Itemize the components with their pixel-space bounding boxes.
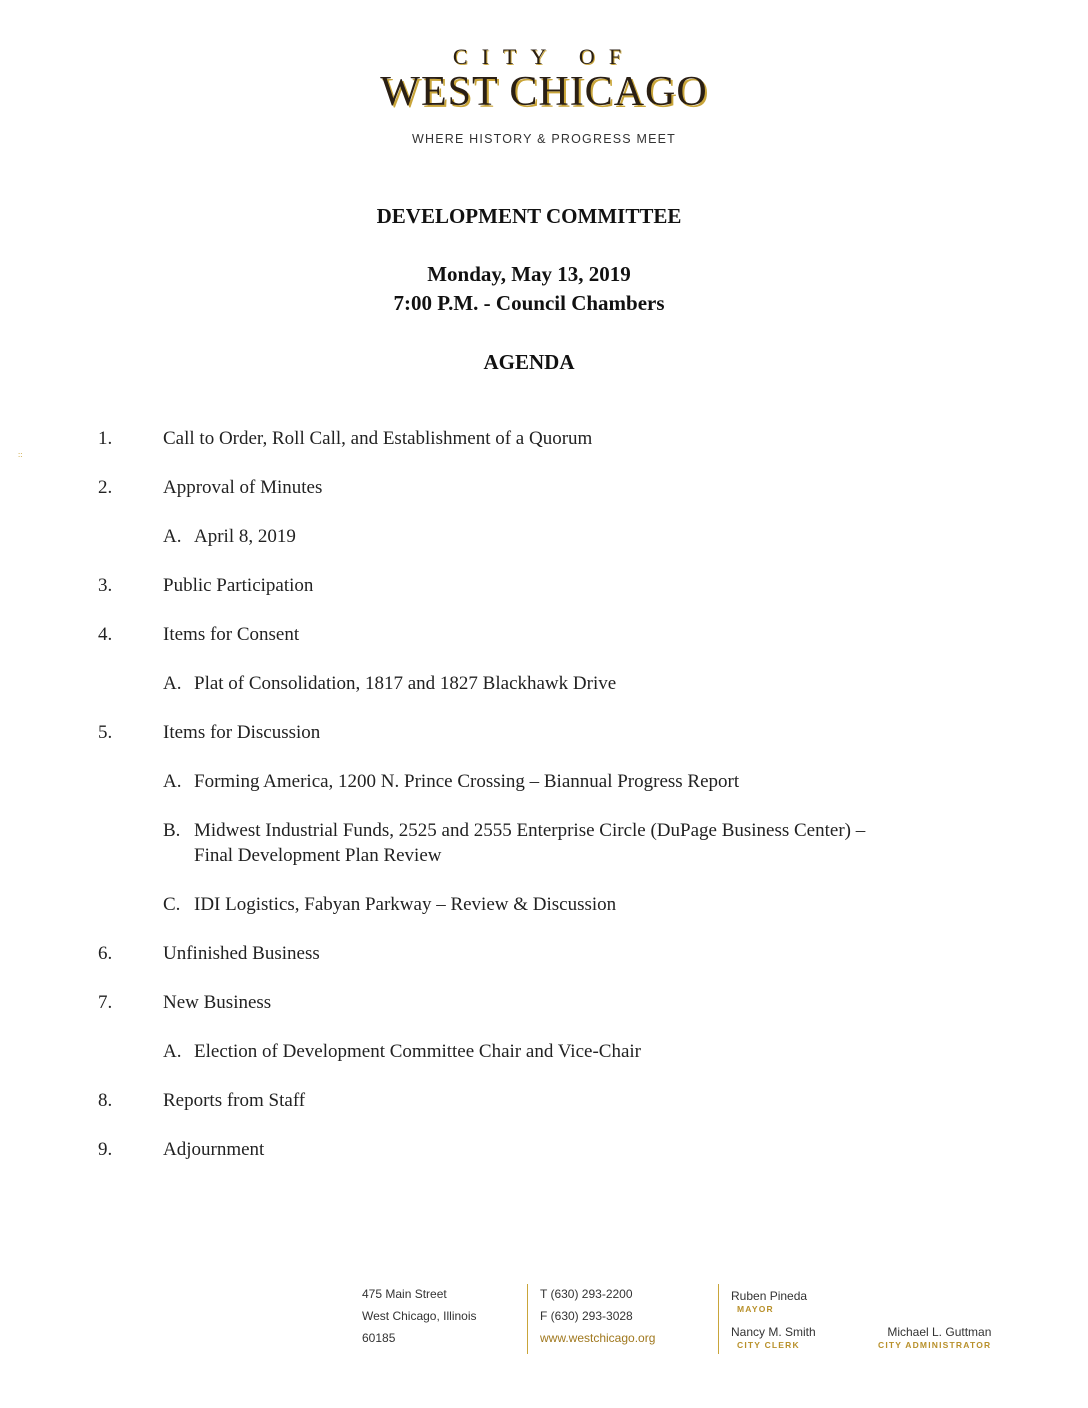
phone-number: T (630) 293-2200 (540, 1287, 633, 1301)
item-number: 9. (98, 1139, 113, 1160)
meeting-time-place: 7:00 P.M. - Council Chambers (393, 291, 665, 315)
fax-number: F (630) 293-3028 (540, 1309, 633, 1323)
logo-west-chicago: WEST CHICAGO (380, 69, 708, 115)
agenda-item: Public Participation (163, 575, 314, 596)
agenda-item: New Business (163, 992, 272, 1013)
clerk-block (731, 1324, 816, 1350)
item-number: 6. (98, 943, 113, 964)
subitem-text: IDI Logistics, Fabyan Parkway – Review & Discussion (194, 894, 617, 915)
logo-tagline: WHERE HISTORY & PROGRESS MEET (411, 132, 676, 146)
clerk-title: CITY CLERK (737, 1340, 800, 1350)
committee-title: DEVELOPMENT COMMITTEE (376, 204, 682, 228)
website-link[interactable]: www.westchicago.org (540, 1331, 656, 1345)
agenda-item: Reports from Staff (163, 1090, 306, 1111)
subitem-letter: C. (163, 894, 181, 915)
agenda-subitem (163, 526, 296, 548)
subitem-text-continued: Final Development Plan Review (194, 845, 442, 866)
footer-contact (540, 1283, 655, 1349)
mayor-block (731, 1288, 807, 1314)
subitem-text: Midwest Industrial Funds, 2525 and 2555 Enterprise Circle (DuPage Business Center) – (194, 820, 866, 841)
subitem-letter: A. (163, 526, 182, 547)
subitem-text: April 8, 2019 (194, 526, 296, 547)
subitem-letter: A. (163, 673, 182, 694)
meeting-date: Monday, May 13, 2019 (427, 262, 631, 286)
footer-address (362, 1283, 477, 1349)
subitem-letter: A. (163, 771, 182, 792)
clerk-name: Nancy M. Smith (731, 1325, 816, 1339)
agenda-subitem (163, 771, 739, 793)
agenda-subitem (163, 894, 616, 916)
agenda-item: Items for Consent (163, 624, 300, 645)
address-city: West Chicago, Illinois (362, 1309, 477, 1323)
agenda-item: Adjournment (163, 1139, 265, 1160)
item-number: 4. (98, 624, 113, 645)
item-number: 2. (98, 477, 113, 498)
mayor-title: MAYOR (737, 1304, 774, 1314)
administrator-block (878, 1324, 991, 1350)
agenda-subitem (163, 1041, 641, 1063)
mayor-name: Ruben Pineda (731, 1289, 808, 1303)
agenda-subitem (163, 673, 616, 695)
footer-divider (527, 1284, 528, 1354)
agenda-item: Unfinished Business (163, 943, 320, 964)
margin-mark: :: (18, 450, 23, 459)
agenda-subitem (163, 820, 865, 842)
address-zip: 60185 (362, 1331, 396, 1345)
agenda-item: Items for Discussion (163, 722, 321, 743)
subitem-text: Plat of Consolidation, 1817 and 1827 Blackhawk Drive (194, 673, 617, 694)
administrator-title: CITY ADMINISTRATOR (878, 1340, 992, 1350)
item-number: 7. (98, 992, 113, 1013)
subitem-text: Election of Development Committee Chair and Vice-Chair (194, 1041, 641, 1062)
administrator-name: Michael L. Guttman (887, 1325, 992, 1339)
item-number: 8. (98, 1090, 113, 1111)
logo-city-of: CITY OF (452, 44, 636, 69)
item-number: 1. (98, 428, 113, 449)
agenda-item: Call to Order, Roll Call, and Establishment of a Quorum (163, 428, 593, 449)
agenda-title: AGENDA (483, 350, 575, 374)
subitem-text: Forming America, 1200 N. Prince Crossing – Biannual Progress Report (194, 771, 740, 792)
address-street: 475 Main Street (362, 1287, 447, 1301)
item-number: 3. (98, 575, 113, 596)
item-number: 5. (98, 722, 113, 743)
agenda-item: Approval of Minutes (163, 477, 323, 498)
footer-divider (718, 1284, 719, 1354)
subitem-letter: B. (163, 820, 181, 841)
subitem-letter: A. (163, 1041, 182, 1062)
